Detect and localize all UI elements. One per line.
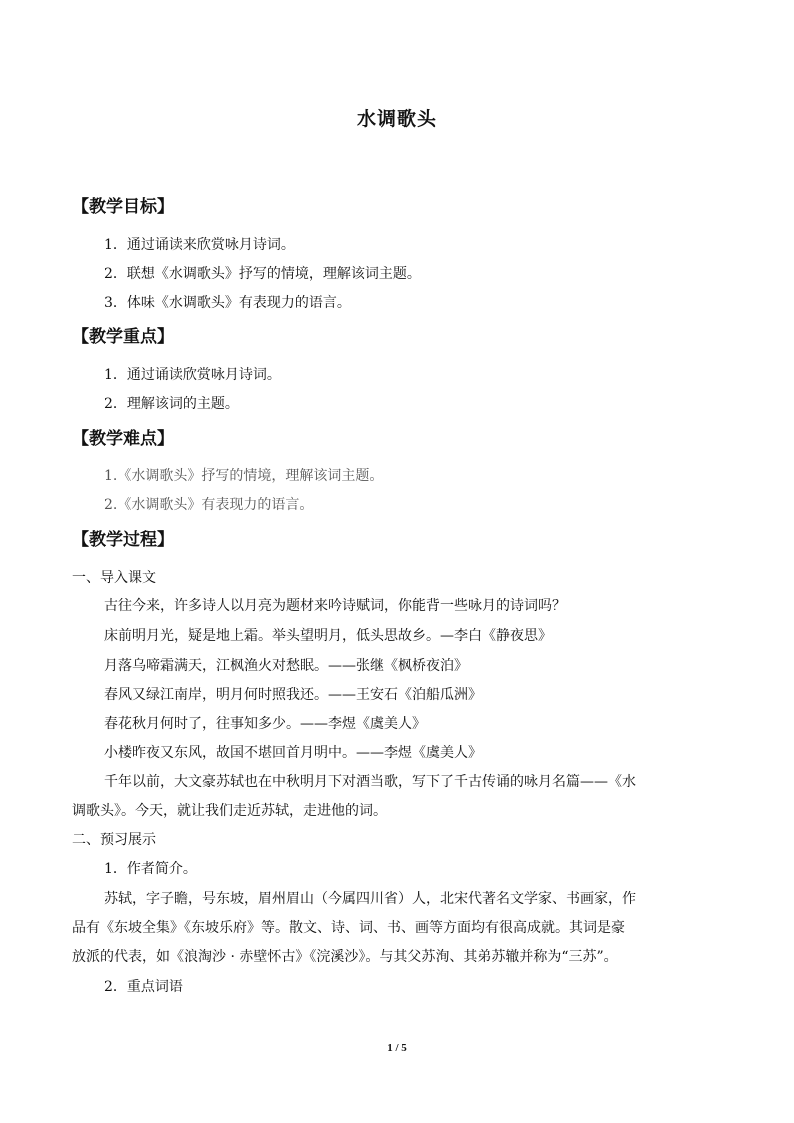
document-title: 水调歌头 (356, 108, 437, 130)
part2-subheading: 1．作者简介。 (104, 861, 197, 877)
objective-item: 3．体味《水调歌头》有表现力的语言。 (104, 295, 351, 311)
part1-closing-line: 千年以前，大文豪苏轼也在中秋明月下对酒当歌，写下了千古传诵的咏月名篇——《水 (104, 774, 636, 790)
part2-subheading: 2．重点词语 (104, 979, 183, 995)
poem-line: 春风又绿江南岸，明月何时照我还。——王安石《泊船瓜洲》 (104, 687, 482, 703)
objective-item: 2．联想《水调歌头》抒写的情境，理解该词主题。 (104, 266, 421, 282)
bio-line: 放派的代表，如《浪淘沙 · 赤壁怀古》《浣溪沙》。与其父苏洵、其弟苏辙并称为“三苏”。 (72, 949, 618, 965)
key-point-item: 1．通过诵读欣赏咏月诗词。 (104, 367, 281, 383)
bio-line: 品有《东坡全集》《东坡乐府》等。散文、诗、词、书、画等方面均有很高成就。其词是豪 (72, 920, 625, 936)
poem-line: 小楼昨夜又东风，故国不堪回首月明中。——李煜《虞美人》 (104, 745, 482, 761)
process-heading: 【教学过程】 (72, 530, 174, 550)
part1-closing-line: 调歌头》。今天，就让我们走近苏轼，走进他的词。 (72, 803, 387, 819)
objective-item: 1．通过诵读来欣赏咏月诗词。 (104, 237, 295, 253)
difficulties-heading: 【教学难点】 (72, 429, 174, 449)
poem-line: 春花秋月何时了，往事知多少。——李煜《虞美人》 (104, 716, 426, 732)
page-number: 1 / 5 (387, 1042, 407, 1054)
part1-intro: 古往今来，许多诗人以月亮为题材来吟诗赋词，你能背一些咏月的诗词吗？ (104, 598, 566, 614)
objectives-heading: 【教学目标】 (72, 197, 174, 217)
difficulty-item: 1.《水调歌头》抒写的情境，理解该词主题。 (104, 468, 384, 484)
bio-line: 苏轼，字子瞻，号东坡，眉州眉山（今属四川省）人，北宋代著名文学家、书画家，作 (104, 891, 636, 907)
key-point-item: 2．理解该词的主题。 (104, 396, 239, 412)
poem-line: 月落乌啼霜满天，江枫渔火对愁眠。——张继《枫桥夜泊》 (104, 658, 468, 674)
difficulty-item: 2.《水调歌头》有表现力的语言。 (104, 497, 314, 513)
poem-line: 床前明月光，疑是地上霜。举头望明月，低头思故乡。—李白《静夜思》 (104, 628, 552, 644)
part2-heading: 二、预习展示 (72, 832, 156, 848)
key-points-heading: 【教学重点】 (72, 327, 174, 347)
part1-heading: 一、导入课文 (72, 570, 156, 586)
